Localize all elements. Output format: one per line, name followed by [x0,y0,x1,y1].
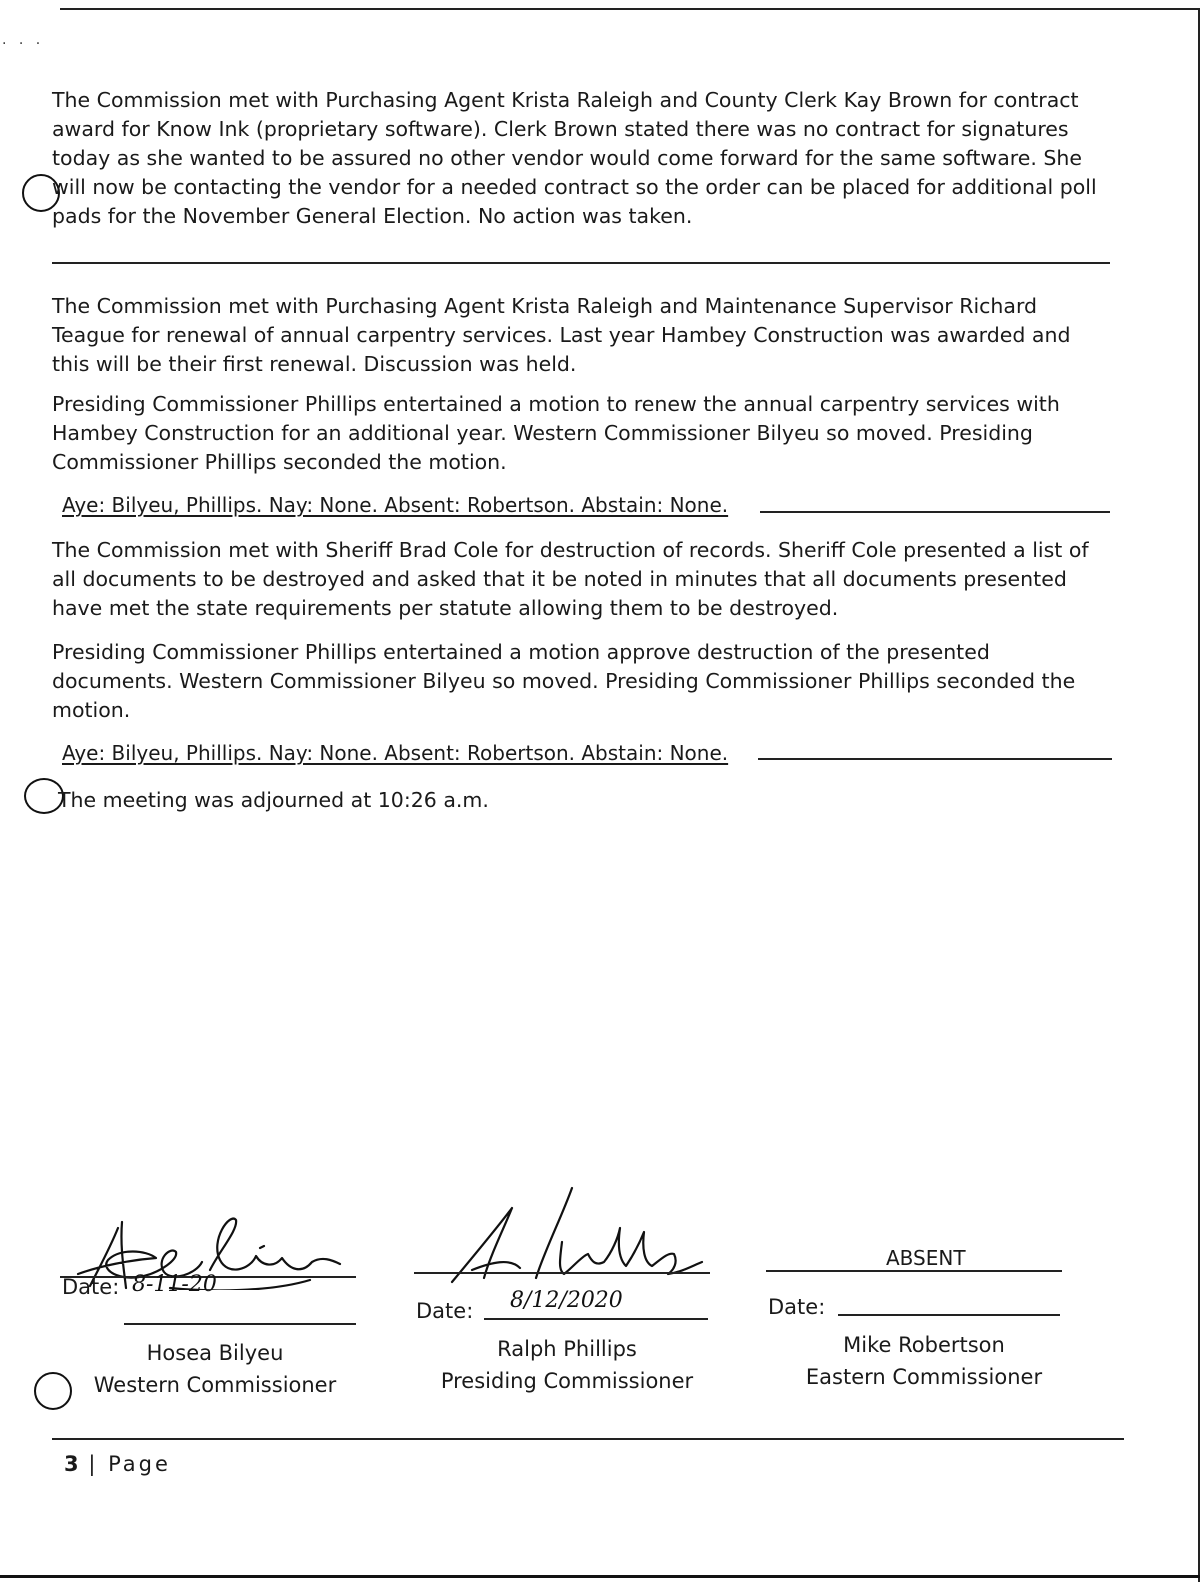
paragraph-records-destruction: The Commission met with Sheriff Brad Cole for destruction of records. Sheriff Cole presented a list of all documents to be destroyed and asked that it be noted in minutes that all documents presented have met the state requirements per statute allowing them to be destroyed. [52,538,1089,620]
signature-line [414,1272,710,1274]
vote-underline [758,758,1112,760]
vote-record-carpentry: Aye: Bilyeu, Phillips. Nay: None. Absent: Robertson. Abstain: None. [62,493,729,517]
adjournment-statement: The meeting was adjourned at 10:26 a.m. [58,788,489,812]
page-separator: | [88,1452,99,1476]
scan-edge-top [60,8,1200,10]
handwritten-signature-phillips [412,1182,722,1292]
signer-name: Hosea Bilyeu [146,1341,284,1365]
date-line [124,1323,356,1325]
scan-edge-bottom [0,1575,1200,1578]
date-label: Date: [768,1295,826,1319]
signer-title: Eastern Commissioner [805,1365,1043,1389]
date-label: Date: [416,1299,474,1323]
absent-marker: ABSENT [886,1246,966,1270]
section-divider [52,262,1110,264]
date-line [484,1318,708,1320]
page-footer [64,1452,171,1476]
signature-block-bilyeu [60,1200,370,1410]
paragraph-carpentry-services: The Commission met with Purchasing Agent Krista Raleigh and Maintenance Supervisor Richard Teague for renewal of annual carpentry services. Last year Hambey Construction was awarded and this will be their first renewal. Discussion was held. [52,294,1071,376]
handwritten-date: 8/12/2020 [510,1288,623,1313]
signer-name: Ralph Phillips [497,1337,637,1361]
footer-rule [52,1438,1124,1440]
signer-title: Presiding Commissioner [440,1369,694,1393]
vote-record-destruction: Aye: Bilyeu, Phillips. Nay: None. Absent: Robertson. Abstain: None. [62,741,729,765]
signature-block-phillips [412,1182,722,1412]
page-number: 3 [64,1452,79,1476]
scan-specks: · · · [2,36,45,52]
vote-underline [760,511,1110,513]
signer-title: Western Commissioner [93,1373,337,1397]
date-label: Date: [62,1275,120,1299]
signer-name: Mike Robertson [843,1333,1005,1357]
paragraph-destruction-motion: Presiding Commissioner Phillips entertained a motion approve destruction of the presented documents. Western Commissioner Bilyeu so moved. Presiding Commissioner Phillips seconded the motion. [52,640,1076,722]
signature-line [766,1270,1062,1272]
page-word: Page [108,1452,171,1476]
signature-block-robertson [766,1242,1076,1392]
paragraph-carpentry-motion: Presiding Commissioner Phillips entertained a motion to renew the annual carpentry services with Hambey Construction for an additional year. Western Commissioner Bilyeu so moved. Presiding Commissioner Phillips seconded the motion. [52,392,1060,474]
handwritten-date: 8-11-20 [132,1272,217,1297]
paragraph-know-ink-contract: The Commission met with Purchasing Agent Krista Raleigh and County Clerk Kay Brown for contract award for Know Ink (proprietary software). Clerk Brown stated there was no contract for signatures today as she wanted to be assured no other vendor would come forward for the same software. She will now be contacting the vendor for a needed contract so the order can be placed for additional poll pads for the November General Election. No action was taken. [52,88,1097,228]
date-line [838,1314,1060,1316]
